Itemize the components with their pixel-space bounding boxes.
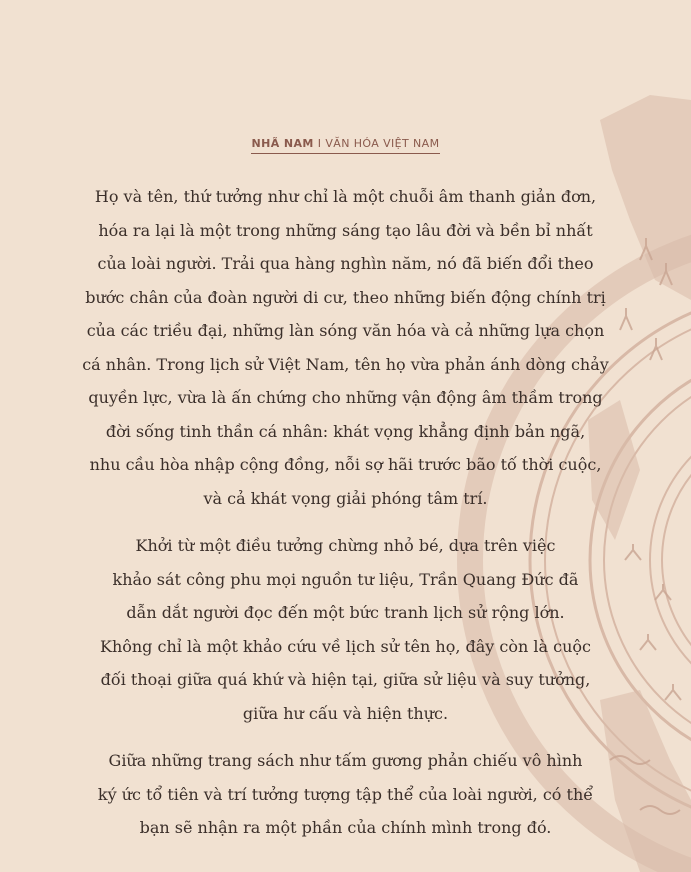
paragraph-line: dẫn dắt người đọc đến một bức tranh lịch sử rộng lớn. [126,603,565,622]
publisher-brand: NHÃ NAM [251,137,314,150]
paragraph-line: hóa ra lại là một trong những sáng tạo lâu đời và bền bỉ nhất [98,220,593,240]
publisher-series-header [0,132,691,154]
paragraph-line: Họ và tên, thứ tưởng như chỉ là một chuỗi âm thanh giản đơn, [94,187,597,206]
paragraph-line: đối thoại giữa quá khứ và hiện tại, giữa sử liệu và suy tưởng, [100,670,591,689]
paragraph-line: đời sống tinh thần cá nhân: khát vọng khẳng định bản ngã, [105,421,586,441]
paragraph-intro [0,180,691,515]
series-label [251,137,439,154]
paragraph-line: Giữa những trang sách như tấm gương phản chiếu vô hình [108,751,583,770]
paragraph-line: khảo sát công phu mọi nguồn tư liệu, Trần Quang Đức đã [112,569,579,589]
paragraph-line: quyền lực, vừa là ấn chứng cho những vận động âm thầm trong [88,388,603,407]
paragraph-line: Khởi từ một điều tưởng chừng nhỏ bé, dựa trên việc [135,536,556,555]
paragraph-line: của loài người. Trải qua hàng nghìn năm, nó đã biến đổi theo [97,254,594,273]
series-name: VĂN HÓA VIỆT NAM [325,137,440,150]
paragraph-line: ký ức tổ tiên và trí tưởng tượng tập thể của loài người, có thể [97,784,594,804]
paragraph-line: cá nhân. Trong lịch sử Việt Nam, tên họ vừa phản ánh dòng chảy [82,354,609,374]
paragraph-author [0,529,691,730]
paragraph-line: giữa hư cấu và hiện thực. [242,703,449,723]
paragraph-line: Không chỉ là một khảo cứu về lịch sử tên họ, đây còn là cuộc [99,636,591,656]
paragraph-line: nhu cầu hòa nhập cộng đồng, nỗi sợ hãi trước bão tố thời cuộc, [89,455,602,474]
paragraph-closing [0,744,691,845]
paragraph-line: bạn sẽ nhận ra một phần của chính mình trong đó. [139,818,552,837]
paragraph-line: và cả khát vọng giải phóng tâm trí. [203,488,488,508]
paragraph-line: của các triều đại, những làn sóng văn hóa và cả những lựa chọn [86,321,605,340]
series-separator: I [317,137,322,150]
paragraph-line: bước chân của đoàn người di cư, theo những biến động chính trị [85,287,606,307]
